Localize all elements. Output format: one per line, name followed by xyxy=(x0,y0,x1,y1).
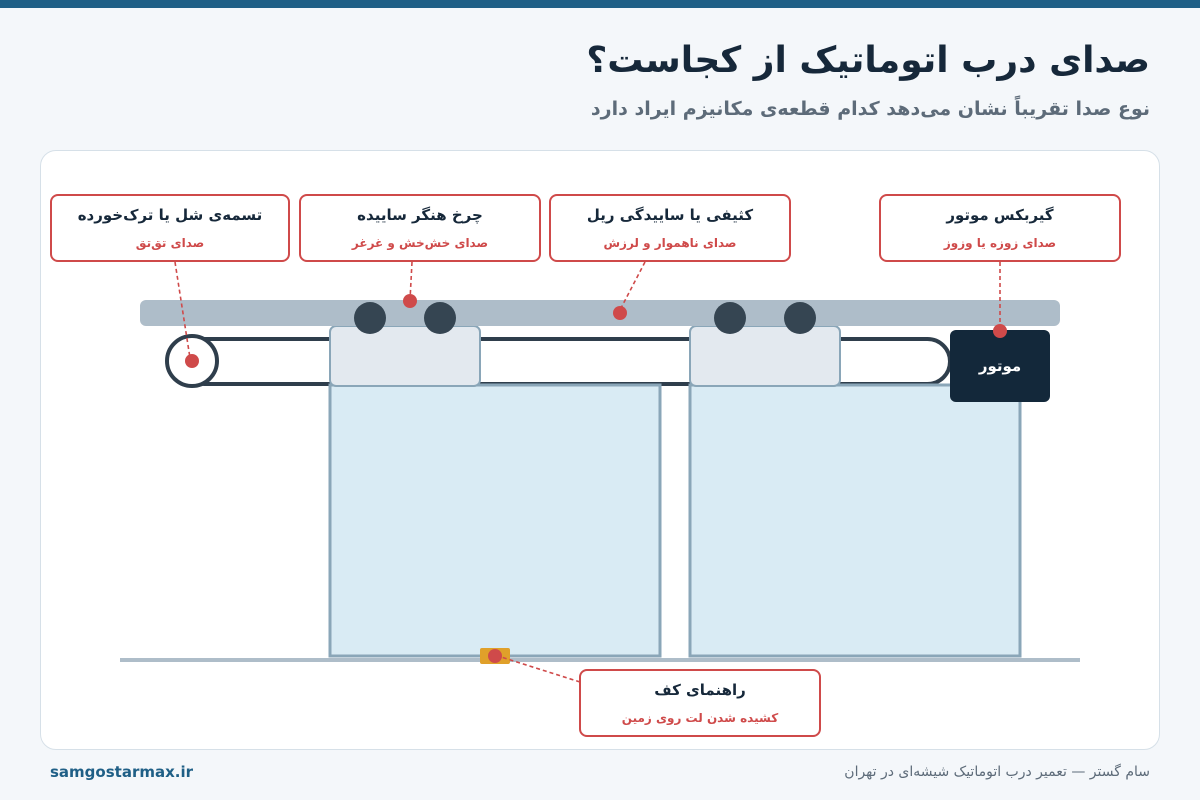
hanger-wheel xyxy=(354,302,386,334)
page-title: صدای درب اتوماتیک از کجاست؟ xyxy=(586,40,1150,81)
problem-marker-rail xyxy=(613,306,627,320)
callout-sound: صدای تق‌تق xyxy=(135,236,205,250)
callout-title: راهنمای کف xyxy=(654,681,746,699)
callout-title: چرخ هنگر ساییده xyxy=(357,206,483,224)
hanger-carriage-right xyxy=(690,326,840,386)
callout-gearbox xyxy=(879,194,1121,262)
hanger-wheel xyxy=(714,302,746,334)
callout-hanger-wheel xyxy=(299,194,541,262)
hanger-wheel xyxy=(784,302,816,334)
callout-title: تسمه‌ی شل یا ترک‌خورده xyxy=(77,206,263,224)
hanger-carriage-left xyxy=(330,326,480,386)
callout-floor-guide xyxy=(579,669,821,737)
page-subtitle: نوع صدا تقریباً نشان می‌دهد کدام قطعه‌ی مکانیزم ایراد دارد xyxy=(590,98,1150,120)
footer-site: samgostarmax.ir xyxy=(50,763,194,781)
callout-sound: صدای ناهموار و لرزش xyxy=(603,236,737,250)
top-rail xyxy=(140,300,1060,326)
hanger-wheel xyxy=(424,302,456,334)
floor-line xyxy=(120,658,1080,662)
problem-marker-hanger-wheel xyxy=(403,294,417,308)
callout-belt xyxy=(50,194,290,262)
glass-panel-left xyxy=(330,385,660,656)
callout-title: گیربکس موتور xyxy=(946,206,1054,224)
problem-marker-belt xyxy=(185,354,199,368)
problem-marker-floor-guide xyxy=(488,649,502,663)
callout-sound: کشیده شدن لت روی زمین xyxy=(621,711,779,725)
motor-label: موتور xyxy=(978,357,1022,375)
callout-sound: صدای زوزه یا وزوز xyxy=(943,236,1057,250)
callout-sound: صدای خش‌خش و غرغر xyxy=(351,236,489,250)
callout-title: کثیفی یا ساییدگی ریل xyxy=(586,206,754,224)
glass-panel-right xyxy=(690,385,1020,656)
footer-caption: سام گستر — تعمیر درب اتوماتیک شیشه‌ای در تهران xyxy=(844,764,1150,780)
callout-rail xyxy=(549,194,791,262)
